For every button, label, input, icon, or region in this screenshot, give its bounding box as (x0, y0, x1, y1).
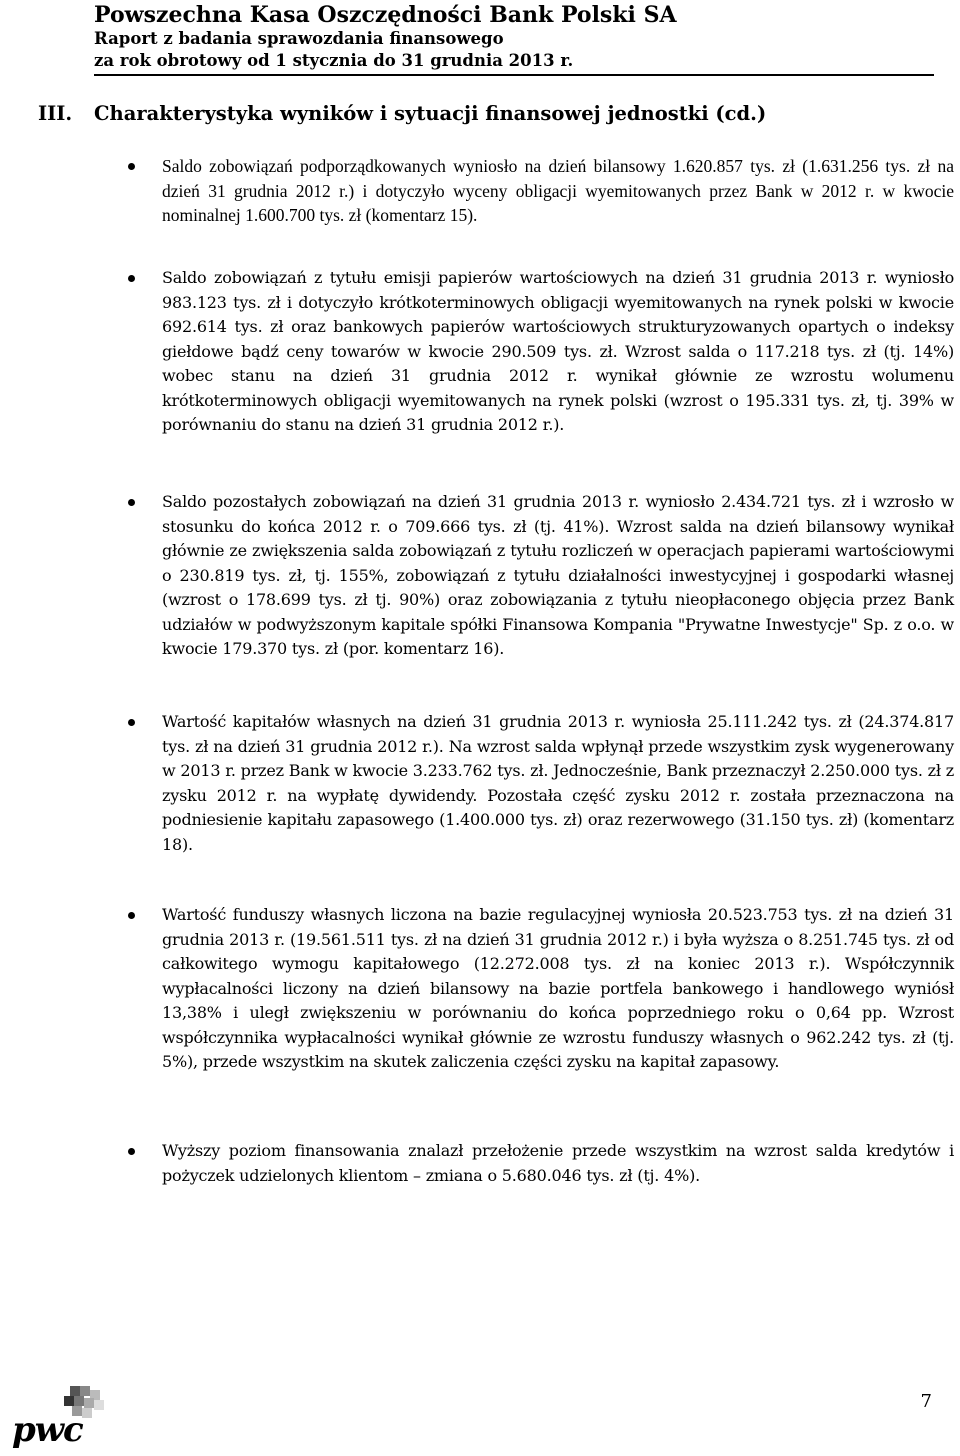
list-item (162, 154, 954, 228)
page-number: 7 (920, 1391, 932, 1412)
report-period: za rok obrotowy od 1 stycznia do 31 grudnia 2013 r. (94, 51, 574, 70)
list-item-text: Saldo zobowiązań z tytułu emisji papierów wartościowych na dzień 31 grudnia 2013 r. wyniosło 983.123 tys. zł i dotyczyło krótkoterminowych obligacji wyemitowanych na rynek polski w kwocie 692.614 tys. zł oraz bankowych papierów wartościowych strukturyzowanych opartych o indeksy giełdowe bądź ceny towarów w kwocie 290.509 tys. zł. Wzrost salda o 117.218 tys. zł (tj. 14%) wobec stanu na dzień 31 grudnia 2012 r. wynikał głównie ze wzrostu wolumenu krótkoterminowych obligacji wyemitowanych na rynek polski (wzrost o 195.331 tys. zł, tj. 39% w porównaniu do stanu na dzień 31 grudnia 2012 r.). (162, 268, 954, 434)
section-title: Charakterystyka wyników i sytuacji finansowej jednostki (cd.) (94, 102, 767, 125)
pwc-logo (12, 1380, 112, 1450)
report-header (94, 0, 934, 72)
bullet-icon (128, 719, 135, 726)
list-item (162, 710, 954, 857)
list-item-text: Saldo zobowiązań podporządkowanych wyniosło na dzień bilansowy 1.620.857 tys. zł (1.631.256 tys. zł na dzień 31 grudnia 2012 r.) i dotyczyło wyceny obligacji wyemitowanych przez Bank w 2012 r. w kwocie nominalnej 1.600.700 tys. zł (komentarz 15). (162, 156, 954, 225)
logo-wordmark: pwc (12, 1410, 83, 1450)
section-heading (38, 101, 766, 127)
list-item (162, 490, 954, 662)
list-item-text: Saldo pozostałych zobowiązań na dzień 31 grudnia 2013 r. wyniosło 2.434.721 tys. zł i wzrosło w stosunku do końca 2012 r. o 709.666 tys. zł (tj. 41%). Wzrost salda na dzień bilansowy wynikał głównie ze zwiększenia salda zobowiązań z tytułu rozliczeń w operacjach papierami wartościowymi o 230.819 tys. zł, tj. 155%, zobowiązań z tytułu działalności inwestycyjnej i gospodarki własnej (wzrost o 178.699 tys. zł tj. 90%) oraz zobowiązania z tytułu nieopłaconego objęcia przez Bank udziałów w podwyższonym kapitale spółki Finansowa Kompania "Prywatne Inwestycje" Sp. z o.o. w kwocie 179.370 tys. zł (por. komentarz 16). (162, 492, 954, 658)
bullet-icon (128, 275, 135, 282)
list-item (162, 266, 954, 438)
list-item-text: Wyższy poziom finansowania znalazł przełożenie przede wszystkim na wzrost salda kredytów i pożyczek udzielonych klientom – zmiana o 5.680.046 tys. zł (tj. 4%). (162, 1141, 954, 1185)
bullet-icon (128, 163, 135, 170)
list-item (162, 1139, 954, 1188)
list-item-text: Wartość funduszy własnych liczona na bazie regulacyjnej wyniosła 20.523.753 tys. zł na dzień 31 grudnia 2013 r. (19.561.511 tys. zł na dzień 31 grudnia 2012 r.) i była wyższa o 8.251.745 tys. zł od całkowitego wymogu kapitałowego (12.272.008 tys. zł na koniec 2013 r.). Współczynnik wypłacalności liczony na dzień bilansowy na bazie portfela bankowego i handlowego wyniósł 13,38% i uległ zwiększeniu w porównaniu do końca poprzedniego roku o 0,64 pp. Wzrost współczynnika wypłacalności wynikał głównie ze wzrostu funduszy własnych o 962.242 tys. zł (tj. 5%), przede wszystkim na skutek zaliczenia części zysku na kapitał zapasowy. (162, 905, 954, 1071)
header-divider (94, 74, 934, 76)
bullet-icon (128, 1148, 135, 1155)
section-number: III. (38, 102, 73, 125)
bullet-icon (128, 912, 135, 919)
company-name: Powszechna Kasa Oszczędności Bank Polski SA (94, 2, 677, 28)
list-item (162, 903, 954, 1075)
bullet-icon (128, 499, 135, 506)
report-title: Raport z badania sprawozdania finansowego (94, 29, 504, 48)
list-item-text: Wartość kapitałów własnych na dzień 31 grudnia 2013 r. wyniosła 25.111.242 tys. zł (24.374.817 tys. zł na dzień 31 grudnia 2012 r.). Na wzrost salda wpłynął przede wszystkim zysk wygenerowany w 2013 r. przez Bank w kwocie 3.233.762 tys. zł. Jednocześnie, Bank przeznaczył 2.250.000 tys. zł z zysku 2012 r. na wypłatę dywidendy. Pozostała część zysku 2012 r. została przeznaczona na podniesienie kapitału zapasowego (1.400.000 tys. zł) oraz rezerwowego (31.150 tys. zł) (komentarz 18). (162, 712, 954, 854)
